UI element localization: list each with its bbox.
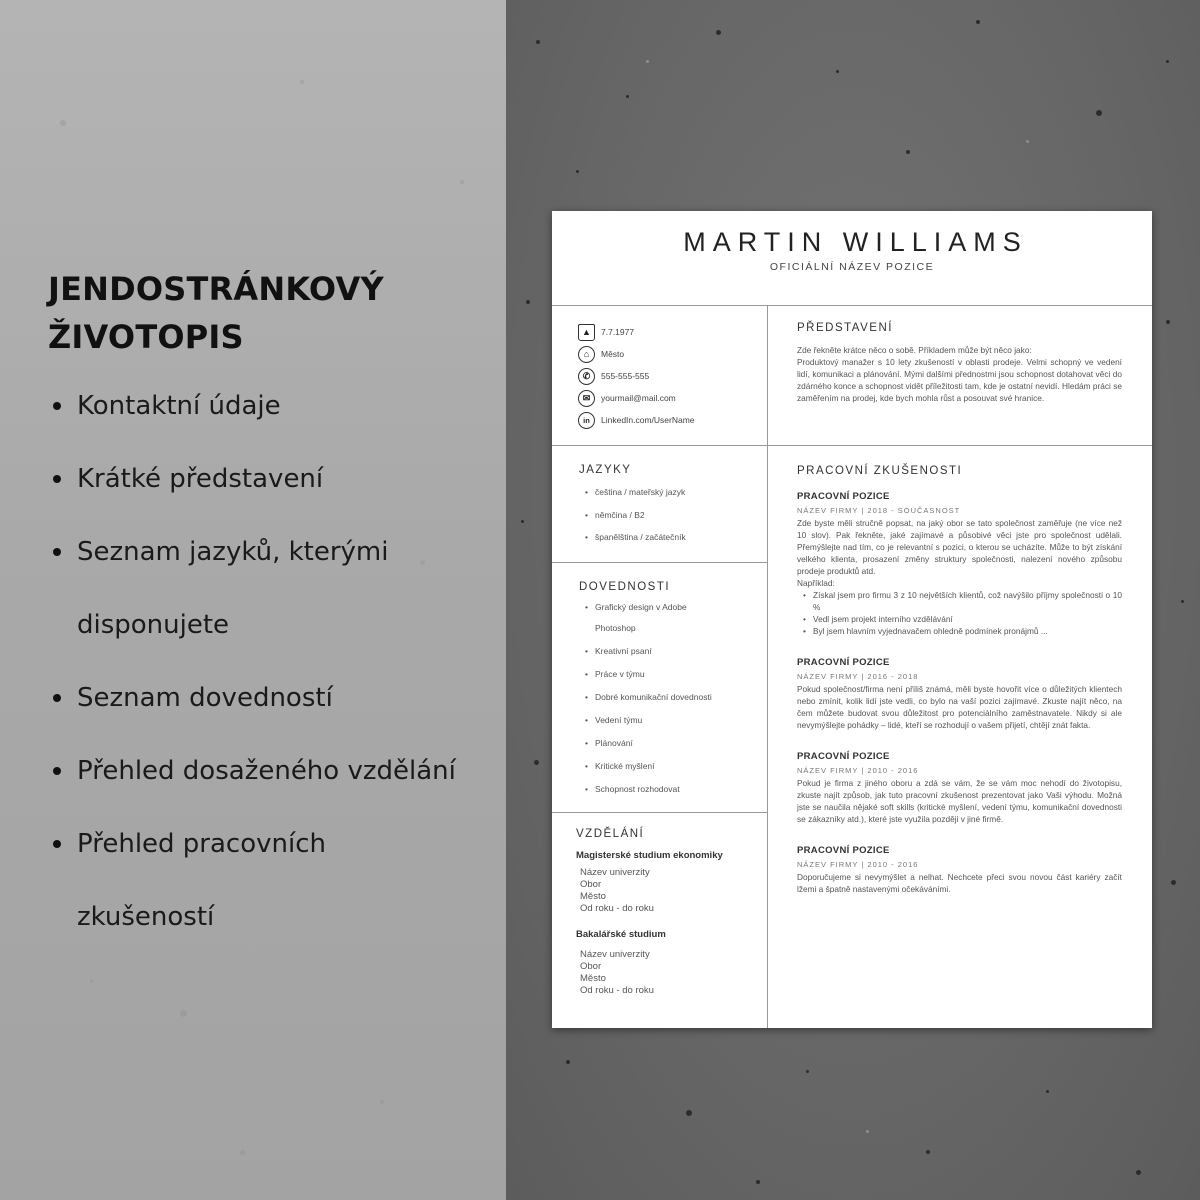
job-description: Pokud je firma z jiného oboru a zdá se vám, že se vám moc nehodí do životopisu, zkuste najít způsob, jak tuto pracovní zkušenost prezentovat jako Vaši výhodu. Možná jste se naučila nějaké soft skills (kritické myšlení, vedení týmu, komunikační dovednosti se zákazníky atd.), které jste využila později v jiné firmě.: [797, 778, 1122, 824]
feature-list: [48, 370, 498, 954]
achievement-item: • Získal jsem pro firmu 3 z 10 největších klientů, což navýšilo příjmy společnosti o 10 %: [801, 589, 1122, 613]
skill-item: • Schopnost rozhodovat: [580, 779, 712, 800]
contact-list: [578, 321, 695, 431]
job-firm: NÁZEV FIRMY | 2010 - 2016: [797, 766, 919, 775]
language-item: • španělština / začátečník: [580, 531, 686, 554]
contact-text: LinkedIn.com/UserName: [601, 415, 695, 425]
job-firm: NÁZEV FIRMY | 2010 - 2016: [797, 860, 919, 869]
education-degree: Bakalářské studium: [576, 929, 666, 940]
education-city: Město: [580, 891, 606, 902]
education-years: Od roku - do roku: [580, 903, 654, 914]
intro-section: [797, 322, 1122, 404]
divider: [552, 445, 1152, 446]
education-years: Od roku - do roku: [580, 985, 654, 996]
skill-item: • Práce v týmu: [580, 664, 712, 685]
feature-item-experience-cont: zkušeností: [77, 902, 215, 932]
skill-item: • Kritické myšlení: [580, 756, 712, 777]
job-entry: [797, 751, 1122, 825]
contact-text: yourmail@mail.com: [601, 393, 676, 403]
contact-text: Město: [601, 349, 625, 359]
contact-item-linkedin: [578, 409, 695, 431]
panel-title: [48, 265, 488, 361]
education-university: Název univerzity: [580, 949, 650, 960]
home-icon: ⌂: [578, 346, 595, 363]
divider: [552, 562, 767, 563]
job-entry: [797, 657, 1122, 731]
languages-list: [580, 486, 686, 554]
skill-item: • Dobré komunikační dovednosti: [580, 687, 712, 708]
education-city: Město: [580, 973, 606, 984]
job-description: Zde byste měli stručně popsat, na jaký obor se tato společnost zaměřuje (ne více než 10 slov). Pak řekněte, jaké zajímavé a působivé věci jste pro společnost udělali. Přemýšlejte nad tím, co je relevantní s pozici, o kterou se ucházíte. Může to být získání velkého klienta, prosazení změny struktury společnosti, nalezení nového způsobu prodeje produktů atd.: [797, 518, 1122, 576]
skills-list: [580, 597, 712, 800]
intro-text: Zde řekněte krátce něco o sobě. Příkladem může být něco jako:: [797, 345, 1032, 355]
job-example-label: Například:: [797, 578, 835, 588]
job-firm: NÁZEV FIRMY | 2018 - SOUČASNOST: [797, 506, 961, 515]
job-description: Pokud společnost/firma není příliš známá, měli byste hovořit více o důležitých klientech nebo zmínit, kolik lidí jste vedli, co bylo na vaší pozici zajímavé. Zkuste najít něco, na čem můžete budovat svou důležitost pro potenciálního zaměstnavatele. Nikdy si ale nevymýšlejte pohádky – lidé, kteří se rozhodují o vašem přijetí, chtějí znát fakta.: [797, 684, 1122, 730]
skill-item: • Vedení týmu: [580, 710, 712, 731]
education-field: Obor: [580, 879, 602, 890]
job-entry: [797, 491, 1122, 637]
info-panel: [0, 0, 506, 1200]
resume-name: MARTIN WILLIAMS: [683, 227, 1028, 257]
skill-item: • Plánování: [580, 733, 712, 754]
divider: [767, 305, 768, 1028]
intro-heading: PŘEDSTAVENÍ: [797, 322, 893, 334]
panel-title-line-1: JENDOSTRÁNKOVÝ: [48, 270, 384, 308]
feature-item-intro: Krátké představení: [48, 443, 498, 516]
education-field: Obor: [580, 961, 602, 972]
languages-heading: JAZYKY: [579, 464, 632, 476]
contact-item-phone: [578, 365, 695, 387]
feature-item-languages-cont: disponujete: [77, 610, 230, 640]
education-details: [580, 949, 654, 997]
job-entry: [797, 845, 1122, 895]
job-position: PRACOVNÍ POZICE: [797, 657, 890, 668]
feature-item-education: Přehled dosaženého vzdělání: [48, 735, 498, 808]
intro-text: Produktový manažer s 10 lety zkušeností v oblasti prodeje. Velmi schopný ve vedení lidí, komunikaci a plánování. Mými dalšími přednostmi jsou schopnost dotahovat věci do zdárného konce a schopnost vidět příležitosti tam, kde je ostatní nevidí. Hledám práci se zaměřením na prodej, kde bych mohla růst a posouvat své hranice.: [797, 357, 1122, 403]
experience-heading: PRACOVNÍ ZKUŠENOSTI: [797, 465, 963, 477]
contact-item-email: [578, 387, 695, 409]
resume-job-title: OFICIÁLNÍ NÁZEV POZICE: [769, 261, 935, 273]
divider: [552, 305, 1152, 306]
job-position: PRACOVNÍ POZICE: [797, 491, 890, 502]
cake-icon: ▲: [578, 324, 595, 341]
skills-heading: DOVEDNOSTI: [579, 581, 671, 593]
feature-item-languages: Seznam jazyků, kterými: [48, 516, 498, 589]
skill-item: • Grafický design v Adobe: [580, 597, 712, 618]
education-degree: Magisterské studium ekonomiky: [576, 850, 723, 861]
feature-item-skills: Seznam dovedností: [48, 662, 498, 735]
education-details: [580, 867, 654, 915]
contact-text: 7.7.1977: [601, 327, 635, 337]
language-item: • němčina / B2: [580, 509, 686, 532]
job-firm: NÁZEV FIRMY | 2016 - 2018: [797, 672, 919, 681]
divider: [552, 812, 767, 813]
contact-text: 555-555-555: [601, 371, 650, 381]
job-position: PRACOVNÍ POZICE: [797, 751, 890, 762]
linkedin-icon: in: [578, 412, 595, 429]
job-achievements: [801, 589, 1122, 637]
experience-section: [797, 465, 1122, 895]
achievement-item: • Byl jsem hlavním vyjednavačem ohledně podmínek pronájmů ...: [801, 625, 1122, 637]
achievement-item: • Vedl jsem projekt interního vzdělávání: [801, 613, 1122, 625]
contact-item-city: [578, 343, 695, 365]
phone-icon: ✆: [578, 368, 595, 385]
mail-icon: ✉: [578, 390, 595, 407]
feature-item-contact: Kontaktní údaje: [48, 370, 498, 443]
job-description: Doporučujeme si nevymýšlet a nelhat. Nechcete přeci svou novou část kariéry začít lžemi a špatně nastavenými očekáváními.: [797, 872, 1122, 894]
panel-title-line-2: ŽIVOTOPIS: [48, 318, 244, 356]
skill-item: Photoshop: [595, 623, 636, 633]
language-item: • čeština / mateřský jazyk: [580, 486, 686, 509]
skill-item: • Kreativní psaní: [580, 641, 712, 662]
education-university: Název univerzity: [580, 867, 650, 878]
education-heading: VZDĚLÁNÍ: [576, 828, 645, 840]
resume-sheet: [552, 211, 1152, 1028]
feature-item-experience: Přehled pracovních: [48, 808, 498, 881]
contact-item-birthday: [578, 321, 695, 343]
job-position: PRACOVNÍ POZICE: [797, 845, 890, 856]
